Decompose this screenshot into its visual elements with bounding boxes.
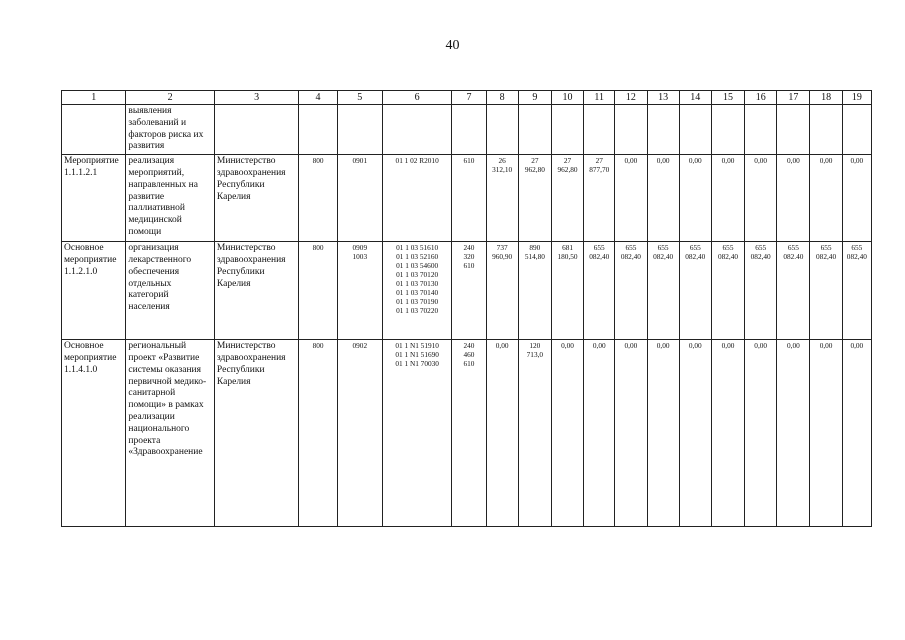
cell-value: 737 960,90 [486, 242, 518, 340]
cell-value: 27 962,80 [518, 155, 551, 242]
cell-grbs: 800 [299, 242, 337, 340]
cell-value: 120 713,0 [518, 340, 551, 527]
cell-name: выявления заболеваний и факторов риска их развития [126, 105, 215, 155]
cell-value: 655 082,40 [810, 242, 842, 340]
column-header: 12 [615, 91, 647, 105]
column-header: 14 [679, 91, 711, 105]
table-row [62, 242, 872, 340]
cell-value: 26 312,10 [486, 155, 518, 242]
cell-value: 0,00 [615, 155, 647, 242]
column-header: 10 [551, 91, 583, 105]
cell-value: 27 877,70 [584, 155, 615, 242]
header-row [62, 91, 872, 105]
cell-vr [452, 105, 486, 155]
cell-executor [214, 105, 299, 155]
cell-value [518, 105, 551, 155]
column-header: 19 [842, 91, 871, 105]
cell-code: Основное мероприятие 1.1.4.1.0 [62, 340, 126, 527]
cell-value [551, 105, 583, 155]
column-header: 5 [337, 91, 382, 105]
cell-value: 0,00 [615, 340, 647, 527]
cell-value: 655 082,40 [842, 242, 871, 340]
cell-value: 655 082,40 [711, 242, 744, 340]
cell-vr: 240 320 610 [452, 242, 486, 340]
cell-rzpr [337, 105, 382, 155]
column-header: 4 [299, 91, 337, 105]
cell-grbs: 800 [299, 155, 337, 242]
table-row [62, 340, 872, 527]
cell-code: Основное мероприятие 1.1.2.1.0 [62, 242, 126, 340]
cell-value: 0,00 [679, 340, 711, 527]
cell-value: 655 082,40 [615, 242, 647, 340]
cell-value: 0,00 [486, 340, 518, 527]
cell-value: 0,00 [842, 340, 871, 527]
page-number: 40 [445, 38, 460, 53]
cell-value: 681 180,50 [551, 242, 583, 340]
cell-value: 655 082,40 [584, 242, 615, 340]
budget-table [61, 90, 872, 527]
cell-code: Мероприятие 1.1.1.2.1 [62, 155, 126, 242]
cell-value [745, 105, 777, 155]
column-header: 1 [62, 91, 126, 105]
cell-rzpr: 0902 [337, 340, 382, 527]
cell-value [842, 105, 871, 155]
cell-value: 655 082,40 [647, 242, 679, 340]
cell-csr: 01 1 N1 51910 01 1 N1 51690 01 1 N1 70030 [382, 340, 451, 527]
column-header: 16 [745, 91, 777, 105]
cell-executor: Министерство здравоохранения Республики Карелия [214, 340, 299, 527]
cell-name: организация лекарственного обеспечения отдельных категорий населения [126, 242, 215, 340]
cell-value [584, 105, 615, 155]
cell-name: реализация мероприятий, направленных на развитие паллиативной медицинской помощи [126, 155, 215, 242]
cell-value: 27 962,80 [551, 155, 583, 242]
column-header: 17 [777, 91, 810, 105]
cell-executor: Министерство здравоохранения Республики Карелия [214, 155, 299, 242]
cell-name: региональный проект «Развитие системы оказания первичной медико-санитарной помощи» в рамках реализации национального проекта «Здравоохранение [126, 340, 215, 527]
cell-value: 0,00 [745, 340, 777, 527]
cell-value: 0,00 [777, 155, 810, 242]
cell-value [777, 105, 810, 155]
cell-code [62, 105, 126, 155]
cell-csr [382, 105, 451, 155]
cell-csr: 01 1 02 R2010 [382, 155, 451, 242]
cell-value: 0,00 [711, 155, 744, 242]
column-header: 7 [452, 91, 486, 105]
cell-rzpr: 0901 [337, 155, 382, 242]
cell-value: 0,00 [711, 340, 744, 527]
cell-value [615, 105, 647, 155]
cell-value: 890 514,80 [518, 242, 551, 340]
cell-value: 0,00 [810, 340, 842, 527]
cell-value [486, 105, 518, 155]
cell-value: 655 082.40 [777, 242, 810, 340]
cell-executor: Министерство здравоохранения Республики Карелия [214, 242, 299, 340]
column-header: 11 [584, 91, 615, 105]
cell-grbs: 800 [299, 340, 337, 527]
cell-value: 0,00 [842, 155, 871, 242]
cell-vr: 240 460 610 [452, 340, 486, 527]
cell-value: 0,00 [679, 155, 711, 242]
cell-value: 0,00 [745, 155, 777, 242]
table-row [62, 105, 872, 155]
cell-csr: 01 1 03 51610 01 1 03 52160 01 1 03 54600 01 1 03 70120 01 1 03 70130 01 1 03 70140 01 1 03 70190 01 1 03 70220 [382, 242, 451, 340]
cell-value [647, 105, 679, 155]
table-row [62, 155, 872, 242]
cell-vr: 610 [452, 155, 486, 242]
column-header: 15 [711, 91, 744, 105]
column-header: 13 [647, 91, 679, 105]
cell-value [810, 105, 842, 155]
cell-value: 655 082,40 [745, 242, 777, 340]
cell-value: 0,00 [777, 340, 810, 527]
cell-value [711, 105, 744, 155]
cell-value: 0,00 [810, 155, 842, 242]
cell-value: 655 082,40 [679, 242, 711, 340]
column-header: 8 [486, 91, 518, 105]
cell-rzpr: 0909 1003 [337, 242, 382, 340]
cell-value: 0,00 [647, 340, 679, 527]
cell-grbs [299, 105, 337, 155]
column-header: 6 [382, 91, 451, 105]
column-header: 18 [810, 91, 842, 105]
cell-value: 0,00 [584, 340, 615, 527]
cell-value: 0,00 [551, 340, 583, 527]
column-header: 3 [214, 91, 299, 105]
cell-value: 0,00 [647, 155, 679, 242]
column-header: 9 [518, 91, 551, 105]
cell-value [679, 105, 711, 155]
column-header: 2 [126, 91, 215, 105]
